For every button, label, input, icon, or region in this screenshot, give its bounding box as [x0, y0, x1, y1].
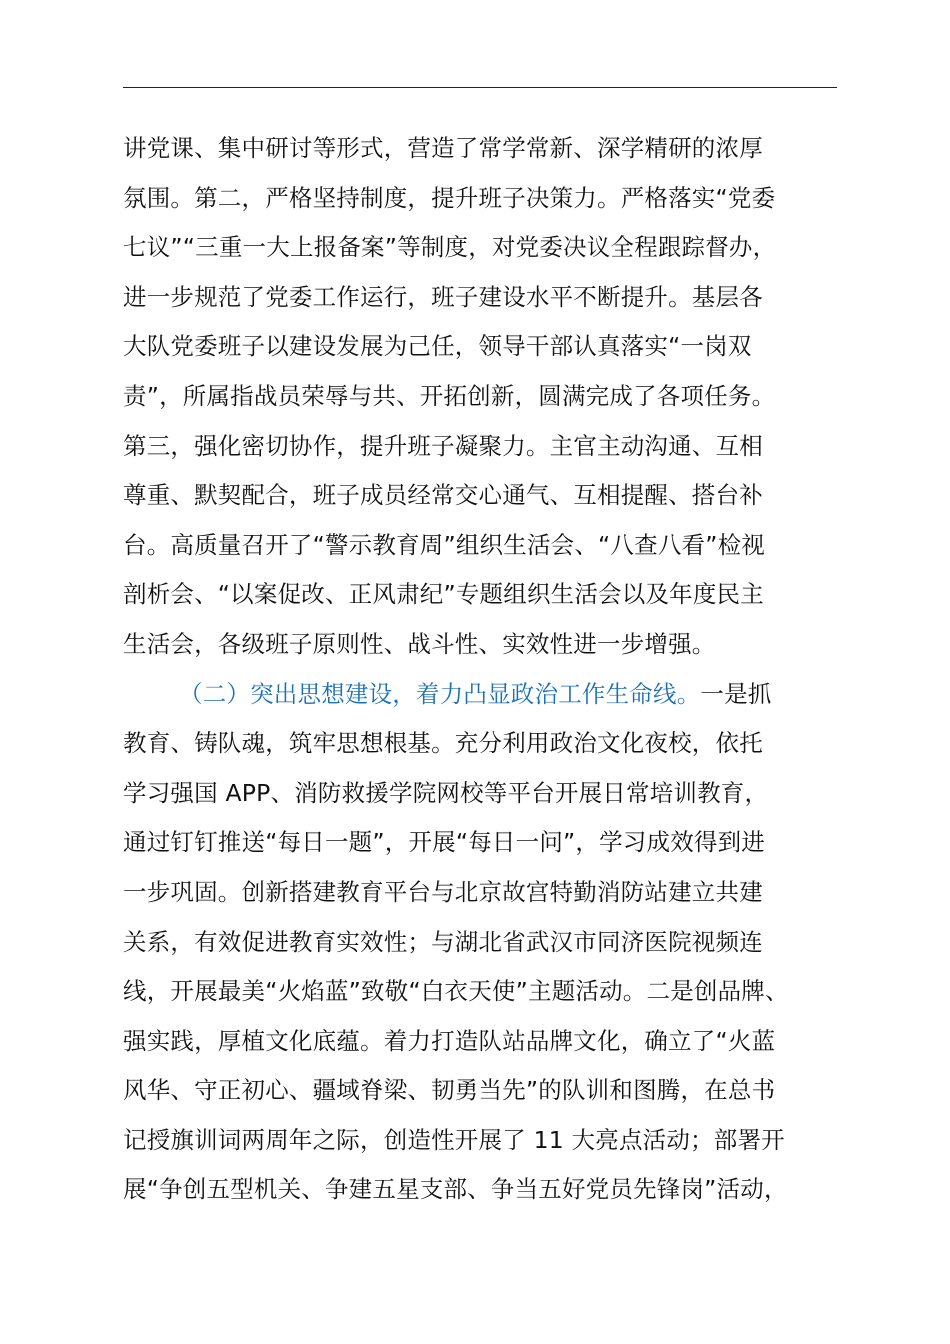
text-line-3: 七议”“三重一大上报备案”等制度，对党委决议全程跟踪督办，: [123, 233, 777, 262]
section-heading-tail: 一是抓: [700, 679, 772, 708]
text-line-9: 台。高质量召开了“警示教育周”组织生活会、“八查八看”检视: [123, 530, 765, 559]
section-line-4: 一步巩固。创新搭建教育平台与北京故宫特勤消防站建立共建: [123, 877, 763, 906]
section-line-9: 记授旗训词两周年之际，创造性开展了 11 大亮点活动；部署开: [123, 1125, 785, 1154]
section-line-1: 教育、铸队魂，筑牢思想根基。充分利用政治文化夜校，依托: [123, 729, 763, 758]
text-line-7: 第三，强化密切协作，提升班子凝聚力。主官主动沟通、互相: [123, 431, 763, 460]
section-line-5: 关系，有效促进教育实效性；与湖北省武汉市同济医院视频连: [123, 927, 763, 956]
header-rule: [123, 87, 837, 88]
section-line-2: 学习强国 APP、消防救援学院网校等平台开展日常培训教育，: [123, 778, 769, 807]
text-line-11: 生活会，各级班子原则性、战斗性、实效性进一步增强。: [123, 629, 716, 658]
text-line-5: 大队党委班子以建设发展为己任，领导干部认真落实“一岗双: [123, 332, 752, 361]
text-line-2: 氛围。第二，严格坚持制度，提升班子决策力。严格落实“党委: [123, 183, 776, 212]
body-text: [123, 124, 843, 1215]
text-line-8: 尊重、默契配合，班子成员经常交心通气、互相提醒、搭台补: [123, 481, 763, 510]
section-heading-line: [123, 670, 843, 720]
text-line-4: 进一步规范了党委工作运行，班子建设水平不断提升。基层各: [123, 282, 763, 311]
section-line-3: 通过钉钉推送“每日一题”，开展“每日一问”，学习成效得到进: [123, 828, 765, 857]
section-line-8: 风华、守正初心、疆域脊梁、韧勇当先”的队训和图腾，在总书: [123, 1076, 776, 1105]
section-line-6: 线，开展最美“火焰蓝”致敬“白衣天使”主题活动。二是创品牌、: [123, 977, 789, 1006]
text-line-1: 讲党课、集中研讨等形式，营造了常学常新、深学精研的浓厚: [123, 134, 763, 162]
text-line-10: 剖析会、“以案促改、正风肃纪”专题组织生活会以及年度民主: [123, 580, 764, 609]
text-line-6: 责”，所属指战员荣辱与共、开拓创新，圆满完成了各项任务。: [123, 381, 776, 410]
section-heading: （二）突出思想建设，着力凸显政治工作生命线。: [179, 679, 701, 708]
section-line-7: 强实践，厚植文化底蕴。着力打造队站品牌文化，确立了“火蓝: [123, 1026, 776, 1055]
section-line-10: 展“争创五型机关、争建五星支部、争当五好党员先锋岗”活动，: [123, 1175, 788, 1204]
